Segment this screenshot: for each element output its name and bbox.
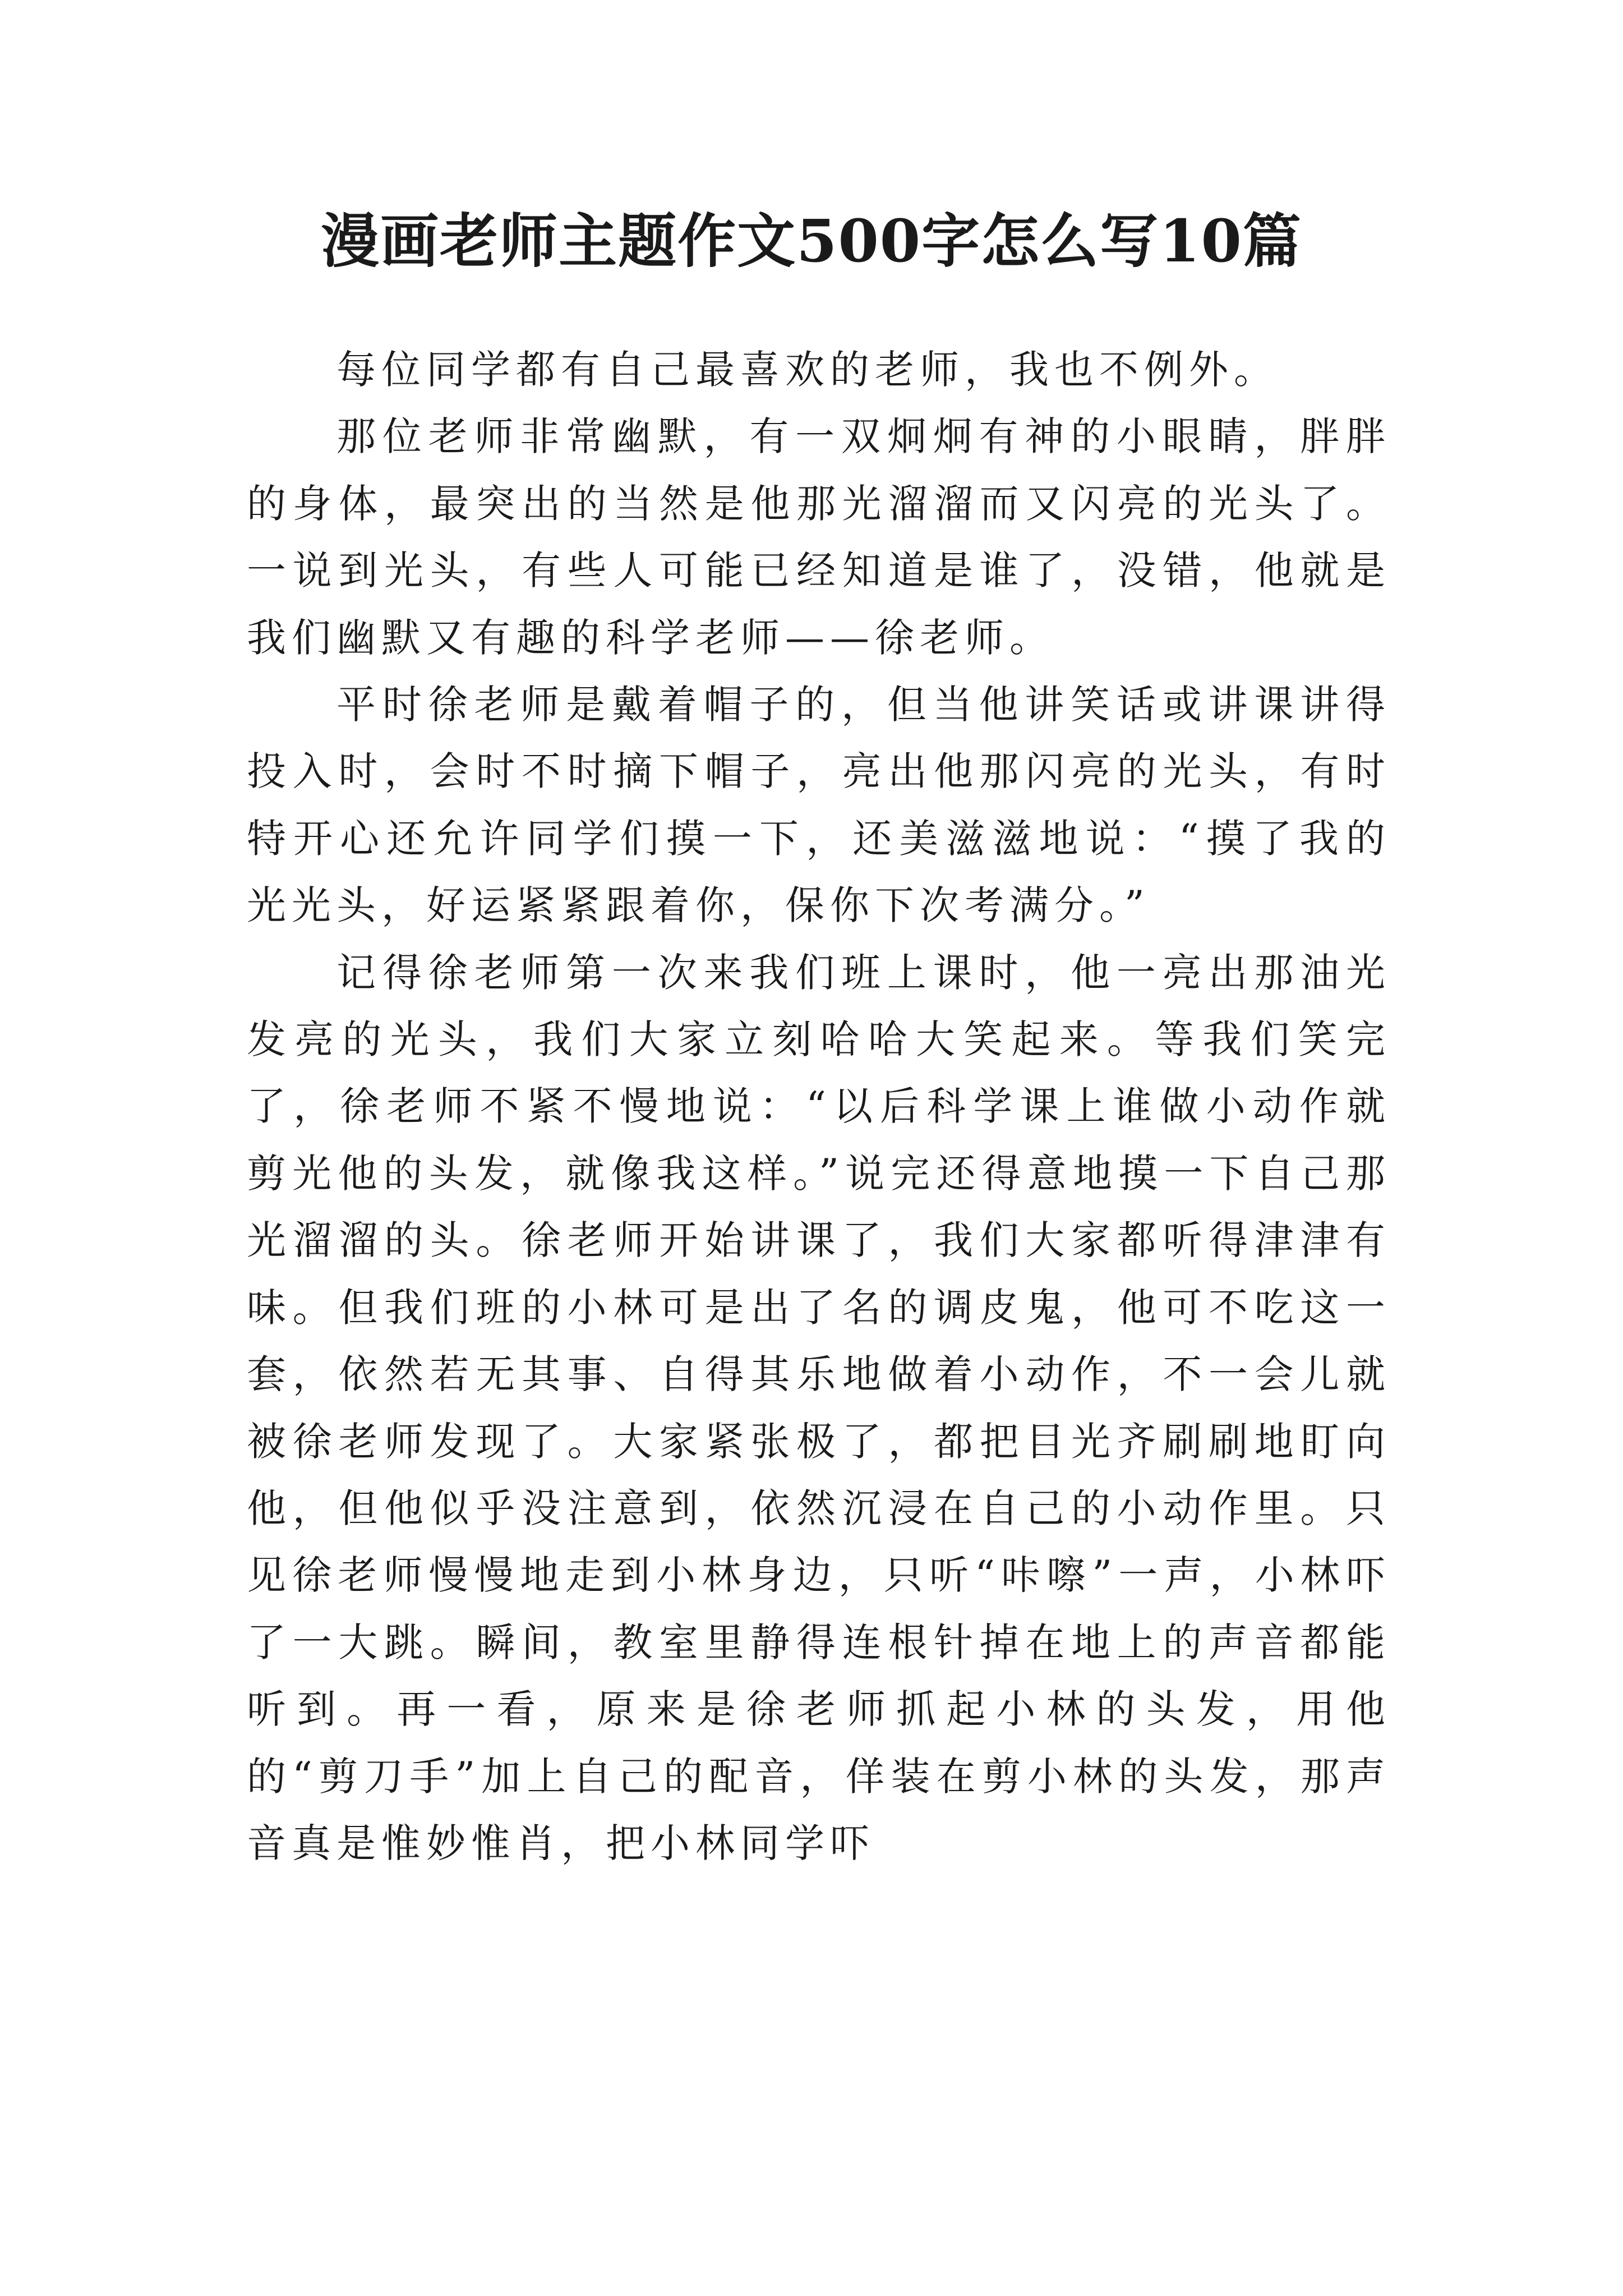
paragraph: 平时徐老师是戴着帽子的，但当他讲笑话或讲课讲得投入时，会时不时摘下帽子，亮出他那闪亮的光头，有时特开心还允许同学们摸一下，还美滋滋地说：“摸了我的光光头，好运紧紧跟着你，保你下次考满分。”: [247, 682, 1391, 929]
paragraph: 记得徐老师第一次来我们班上课时，他一亮出那油光发亮的光头，我们大家立刻哈哈大笑起来。等我们笑完了，徐老师不紧不慢地说：“以后科学课上谁做小动作就剪光他的头发，就像我这样。”说完还得意地摸一下自己那光溜溜的头。徐老师开始讲课了，我们大家都听得津津有味。但我们班的小林可是出了名的调皮鬼，他可不吃这一套，依然若无其事、自得其乐地做着小动作，不一会儿就被徐老师发现了。大家紧张极了，都把目光齐刷刷地盯向他，但他似乎没注意到，依然沉浸在自己的小动作里。只见徐老师慢慢地走到小林身边，只听“咔嚓”一声，小林吓了一大跳。瞬间，教室里静得连根针掉在地上的声音都能听到。再一看，原来是徐老师抓起小林的头发，用他的“剪刀手”加上自己的配音，佯装在剪小林的头发，那声音真是惟妙惟肖，把小林同学吓: [247, 949, 1391, 1866]
document-body: [247, 337, 1391, 1877]
document-title: 漫画老师主题作文500字怎么写10篇: [321, 206, 1302, 275]
paragraph: 那位老师非常幽默，有一双炯炯有神的小眼睛，胖胖的身体，最突出的当然是他那光溜溜而又闪亮的光头了。一说到光头，有些人可能已经知道是谁了，没错，他就是我们幽默又有趣的科学老师——徐老师。: [247, 413, 1391, 661]
paragraph: 每位同学都有自己最喜欢的老师，我也不例外。: [336, 347, 1279, 393]
